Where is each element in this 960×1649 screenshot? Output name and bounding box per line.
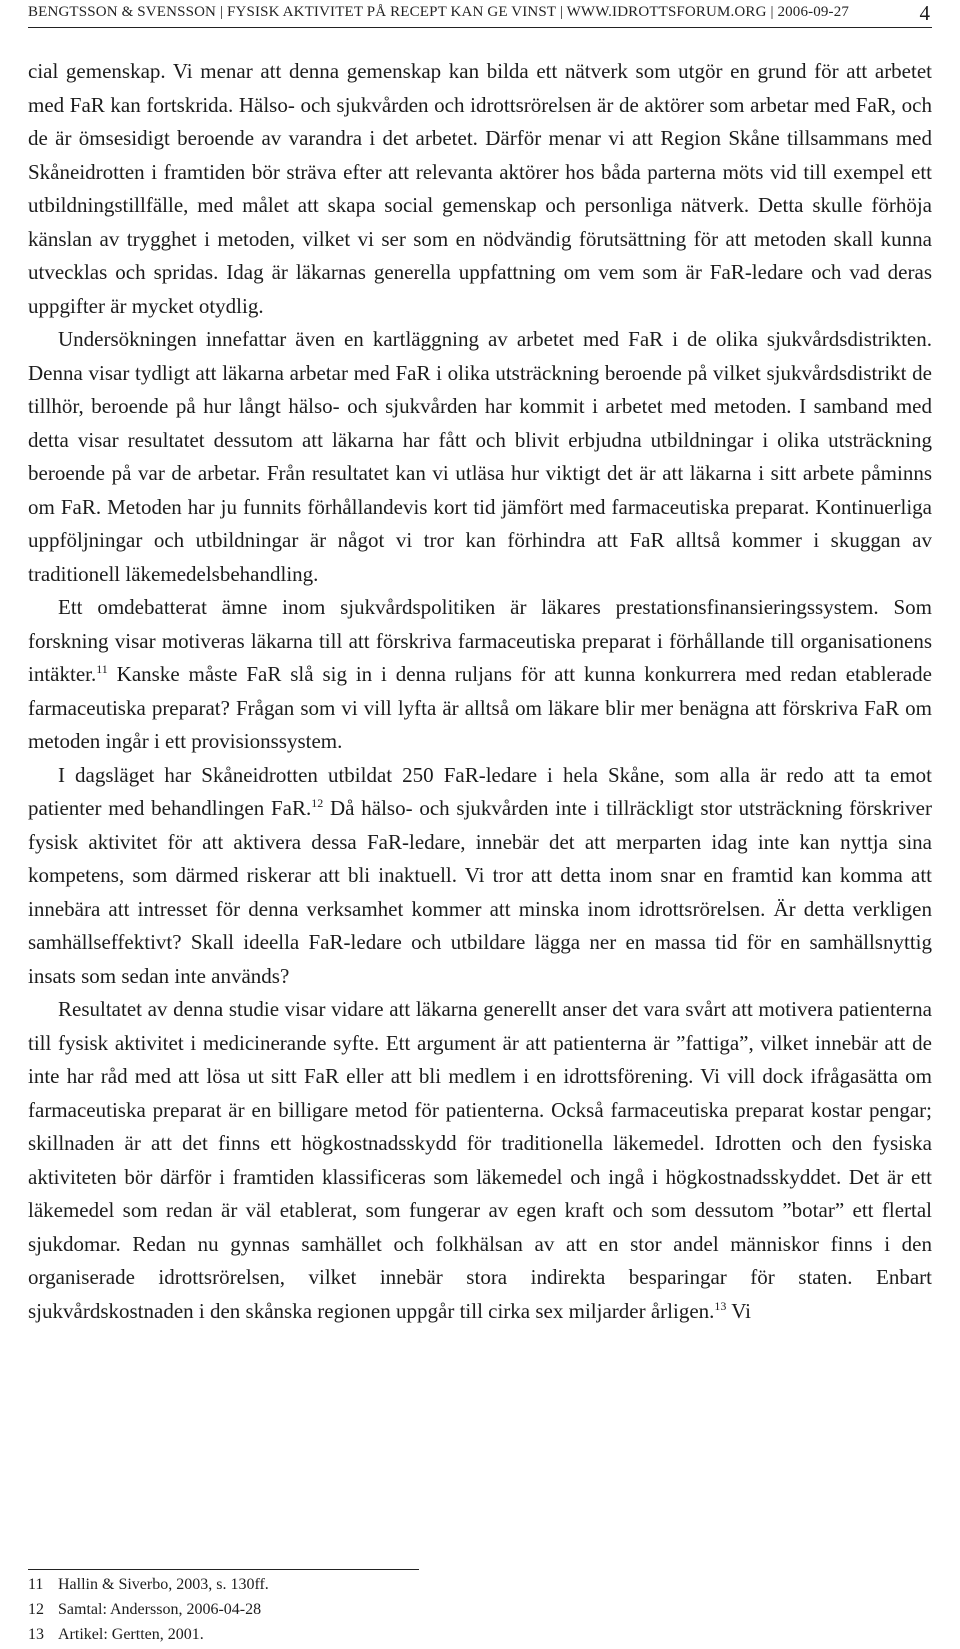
footnote-ref: 11 [96,662,108,676]
header-rule [28,27,932,28]
footnote-text: Artikel: Gertten, 2001. [58,1626,204,1643]
footnote [28,1597,628,1622]
paragraph-text: Vi [726,1298,751,1323]
page-number: 4 [919,1,930,25]
running-head-text: BENGTSSON & SVENSSON | FYSISK AKTIVITET PÅ RECEPT KAN GE VINST | WWW.IDROTTSFORUM.ORG | 2006-09-27 [28,4,849,20]
paragraph-text: I dagsläget har Skåneidrotten utbildat 250 FaR-ledare i hela Skåne, som alla är redo att ta emot patienter med behandlingen FaR. [28,762,932,820]
footnote-text: Hallin & Siverbo, 2003, s. 130ff. [58,1576,269,1593]
paragraph [28,759,932,994]
footnote [28,1622,628,1647]
running-header [28,2,932,28]
paragraph-text: Ett omdebatterat ämne inom sjukvårdspolitiken är läkares prestationsfinansieringssystem. Som forskning visar motiveras läkarna till att förskriva farmaceutiska preparat i förhållande till organisationens intäkter. [28,595,932,686]
footnote [28,1572,628,1597]
paragraph [28,55,932,323]
paragraph [28,591,932,759]
footnote-text: Samtal: Andersson, 2006-04-28 [58,1601,262,1618]
footnote-number: 13 [28,1626,44,1643]
paragraph-text: Då hälso- och sjukvården inte i tillräckligt stor utsträckning förskriver fysisk aktivitet för att aktivera dessa FaR-ledare, innebär det att merparten idag inte kan nyttja sina kompetens, som därmed riskerar att bli inaktuell. Vi tror att detta inom snar en framtid kan komma att innebära att intresset för denna verksamhet kommer att minska inom idrottsrörelsen. Är detta verkligen samhällseffektivt? Skall ideella FaR-ledare och utbildare lägga ner en massa tid för en samhällsnyttig insats som sedan inte används? [28,796,932,988]
paragraph [28,323,932,591]
footnote-ref: 12 [311,796,324,810]
body-text [28,55,932,1328]
paragraph-text: Resultatet av denna studie visar vidare att läkarna generellt anser det vara svårt att motivera patienterna till fysisk aktivitet i medicinerande syfte. Ett argument är att patienterna är ”fattiga”, vilket innebär att de inte har råd med att lösa ut sitt FaR eller att bli medlem i en idrottsförening. Vi vill dock ifrågasätta om farmaceutiska preparat är en billigare metod för patienterna. Också farmaceutiska preparat kostar pengar; skillnaden är att det finns ett högkostnadsskydd för traditionella läkemedel. Idrotten och den fysiska aktiviteten bör därför i framtiden klassificeras som läkemedel och ingå i högkostnadsskyddet. Det är ett läkemedel som redan är väl etablerat, som fungerar av egen kraft och som dessutom ”botar” ett flertal sjukdomar. Redan nu gynnas samhället och folkhälsan av att en stor andel människor finns i den organiserade idrottsrörelsen, vilket innebär stora indirekta besparingar för staten. Enbart sjukvårdskostnaden i den skånska regionen uppgår till cirka sex miljarder årligen. [28,997,932,1323]
footnote-number: 11 [28,1576,44,1593]
footnote-ref: 13 [714,1298,727,1313]
paragraph-text: Undersökningen innefattar även en kartläggning av arbetet med FaR i de olika sjukvårdsdistrikten. Denna visar tydligt att läkarna arbetar med FaR i olika utsträckning beroende på vilket sjukvårdsdistrikt de tillhör, beroende på hur långt hälso- och sjukvården har kommit i arbetet med metoden. I samband med detta visar resultatet dessutom att läkarna har fått och blivit erbjudna utbildningar i olika utsträckning beroende på var de arbetar. Från resultatet kan vi utläsa hur viktigt det är att läkarna i sitt arbete påminns om FaR. Metoden har ju funnits förhållandevis kort tid jämfört med farmaceutiska preparat. Kontinuerliga uppföljningar och utbildningar är något vi tror kan förhindra att FaR alltså kommer i skuggan av traditionell läkemedelsbehandling. [28,327,932,586]
paragraph [28,993,932,1328]
paragraph-text: cial gemenskap. Vi menar att denna gemenskap kan bilda ett nätverk som utgör en grund för att arbetet med FaR kan fortskrida. Hälso- och sjukvården och idrottsrörelsen är de aktörer som arbetar med FaR, och de är ömsesidigt beroende av varandra i det arbetet. Därför menar vi att Region Skåne tillsammans med Skåneidrotten i framtiden bör sträva efter att relevanta aktörer hos båda parterna möts vid till exempel ett utbildningstillfälle, med målet att skapa social gemenskap och personliga nätverk. Detta skulle förhöja känslan av trygghet i metoden, vilket vi ser som en nödvändig förutsättning för att metoden skall kunna utvecklas och spridas. Idag är läkarnas generella uppfattning om vem som är FaR-ledare och vad deras uppgifter är mycket otydlig. [28,59,932,318]
paragraph-text: Kanske måste FaR slå sig in i denna ruljans för att kunna konkurrera med redan etablerade farmaceutiska preparat? Frågan som vi vill lyfta är alltså om läkare blir mer benägna att förskriva FaR om metoden ingår i ett provisionssystem. [28,662,932,753]
footnotes [28,1572,628,1647]
footnote-number: 12 [28,1601,44,1618]
footnote-rule [28,1569,419,1570]
